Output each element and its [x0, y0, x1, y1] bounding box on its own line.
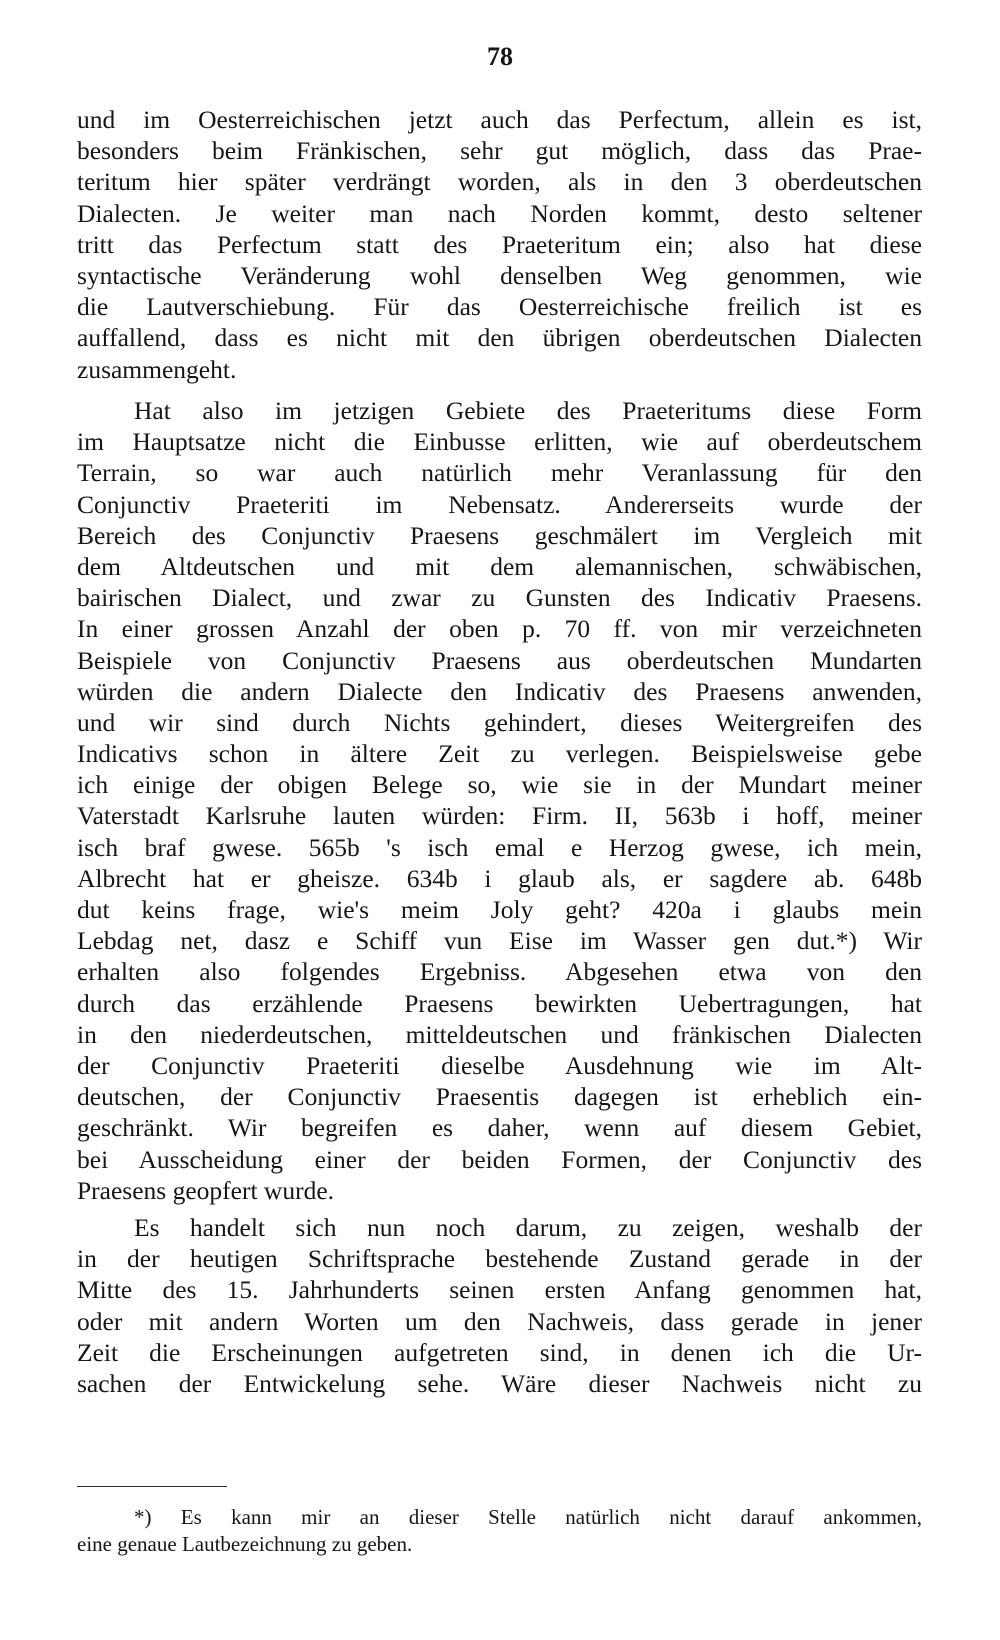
text-line: in der heutigen Schriftsprache bestehende Zustand gerade in der: [77, 1244, 922, 1274]
text-line: ich einige der obigen Belege so, wie sie in der Mundart meiner: [77, 770, 922, 800]
paragraph-3: [77, 1212, 922, 1399]
page-number: 78: [487, 42, 513, 71]
text-line: bei Ausscheidung einer der beiden Formen, der Conjunctiv des: [77, 1144, 922, 1174]
text-line: auffallend, dass es nicht mit den übrigen oberdeutschen Dialecten: [77, 323, 922, 353]
text-line: erhalten also folgendes Ergebniss. Abgesehen etwa von den: [77, 957, 922, 987]
text-line: Bereich des Conjunctiv Praesens geschmälert im Vergleich mit: [77, 520, 922, 550]
footnote-line: eine genaue Lautbezeichnung zu geben.: [77, 1532, 413, 1556]
text-line: Terrain, so war auch natürlich mehr Veranlassung für den: [77, 458, 922, 488]
text-line: syntactische Veränderung wohl denselben Weg genommen, wie: [77, 260, 922, 290]
text-line: In einer grossen Anzahl der oben p. 70 ff. von mir verzeichneten: [77, 614, 922, 644]
text-line: der Conjunctiv Praeteriti dieselbe Ausdehnung wie im Alt-: [77, 1050, 922, 1080]
paragraph-2: [77, 395, 922, 1206]
text-line: würden die andern Dialecte den Indicativ des Praesens anwenden,: [77, 676, 922, 706]
text-line: Beispiele von Conjunctiv Praesens aus oberdeutschen Mundarten: [77, 645, 922, 675]
text-line: und wir sind durch Nichts gehindert, dieses Weitergreifen des: [77, 707, 922, 737]
text-line: zusammengeht.: [77, 354, 237, 384]
text-line: teritum hier später verdrängt worden, als in den 3 oberdeutschen: [77, 167, 922, 197]
footnote-divider: [77, 1486, 227, 1487]
text-line: die Lautverschiebung. Für das Oesterreichische freilich ist es: [77, 292, 922, 322]
text-line: und im Oesterreichischen jetzt auch das Perfectum, allein es ist,: [77, 105, 922, 134]
footnote: [77, 1504, 922, 1558]
text-line: besonders beim Fränkischen, sehr gut möglich, dass das Prae-: [77, 136, 922, 166]
text-line: Hat also im jetzigen Gebiete des Praeteritums diese Form: [134, 396, 922, 425]
text-line: Praesens geopfert wurde.: [77, 1175, 335, 1205]
text-line: geschränkt. Wir begreifen es daher, wenn auf diesem Gebiet,: [77, 1113, 922, 1143]
text-line: oder mit andern Worten um den Nachweis, dass gerade in jener: [77, 1306, 922, 1336]
text-line: in den niederdeutschen, mitteldeutschen und fränkischen Dialecten: [77, 1019, 922, 1049]
text-line: Vaterstadt Karlsruhe lauten würden: Firm. II, 563b i hoff, meiner: [77, 801, 922, 831]
text-line: dut keins frage, wie's meim Joly geht? 420a i glaubs mein: [77, 895, 922, 924]
text-line: isch braf gwese. 565b 's isch emal e Herzog gwese, ich mein,: [77, 832, 922, 862]
footnote-line: *) Es kann mir an dieser Stelle natürlich nicht darauf ankommen,: [134, 1505, 922, 1529]
paragraph-1: [77, 104, 922, 385]
text-line: Lebdag net, dasz e Schiff vun Eise im Wasser gen dut.*) Wir: [77, 926, 922, 956]
text-line: Dialecten. Je weiter man nach Norden kommt, desto seltener: [77, 198, 922, 228]
text-line: Albrecht hat er gheisze. 634b i glaub als, er sagdere ab. 648b: [77, 863, 922, 893]
text-line: sachen der Entwickelung sehe. Wäre dieser Nachweis nicht zu: [77, 1368, 922, 1398]
text-line: Conjunctiv Praeteriti im Nebensatz. Andererseits wurde der: [77, 489, 922, 519]
text-line: Es handelt sich nun noch darum, zu zeigen, weshalb der: [134, 1213, 922, 1242]
text-line: Zeit die Erscheinungen aufgetreten sind, in denen ich die Ur-: [77, 1337, 922, 1367]
text-line: Indicativs schon in ältere Zeit zu verlegen. Beispielsweise gebe: [77, 739, 922, 769]
text-line: tritt das Perfectum statt des Praeteritum ein; also hat diese: [77, 229, 922, 259]
text-line: Mitte des 15. Jahrhunderts seinen ersten Anfang genommen hat,: [77, 1275, 922, 1305]
text-line: durch das erzählende Praesens bewirkten Uebertragungen, hat: [77, 988, 922, 1018]
text-line: bairischen Dialect, und zwar zu Gunsten des Indicativ Praesens.: [77, 583, 922, 613]
text-line: im Hauptsatze nicht die Einbusse erlitten, wie auf oberdeutschem: [77, 427, 922, 457]
text-line: deutschen, der Conjunctiv Praesentis dagegen ist erheblich ein-: [77, 1082, 922, 1112]
text-line: dem Altdeutschen und mit dem alemannischen, schwäbischen,: [77, 551, 922, 581]
